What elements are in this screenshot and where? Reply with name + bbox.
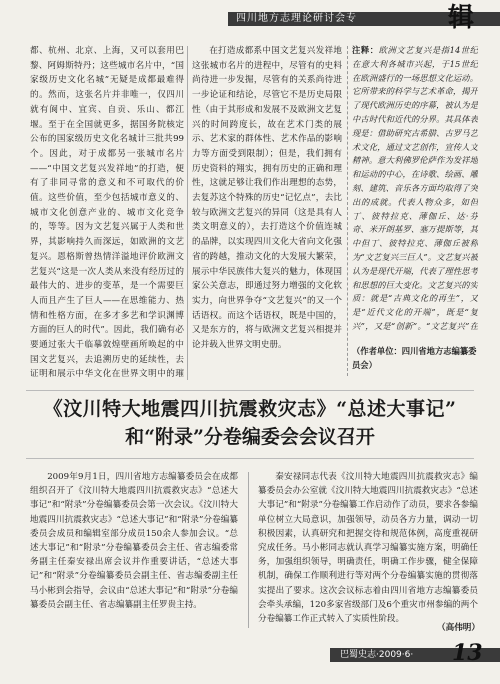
article2-title-line-1: 《汶川特大地震四川抗震救灾志》“总述大事记” [43, 398, 457, 420]
article2-column-2 [258, 470, 478, 630]
article1-paragraph-2: 在打造成都系中国文艺复兴发祥地这张城市名片的进程中，尽管有的史料尚待进一步发掘，尽管有的关系尚待进一步论证和结论，尽管它不是历史局限性（由于其形成和发展不及欧洲文艺复兴的时间跨度长，故在艺术门类的展示、艺术家的群体性、艺术作品的影响力等方面受到限制）；但是，我们拥有历史资料的翔实，拥有历史的正确和理性，这就足够让我们作出理想的态势，去复苏这个特殊的历史“记忆点”，去比较与欧洲文艺复兴的异同（这是具有人类文明意义的），去打造这个价值连城的品牌，以实现四川文化大省向文化强省的跨越，推动文化的大发展大繁荣，展示中华民族伟大复兴的魅力，体现国家公关意志，即通过努力增强的文化软实力，向世界争夺“文艺复兴”的又一个话语权。而这个话语权，既是中国的，又是东方的，将与欧洲文艺复兴相提并论并载入世界文明史册。 [192, 46, 342, 351]
note-label: 注释： [352, 45, 379, 55]
article1-column-2 [192, 44, 342, 382]
article2-column-1 [30, 470, 238, 630]
article2-paragraph-1: 2009年9月1日，四川省地方志编纂委员会在成都组织召开了《汶川特大地震四川抗震救灾志》“总述大事记”和“附录”分卷编纂委员会第一次会议。《汶川特大地震四川抗震救灾志》“总述大事记”和“附录”分卷编纂委员会成员和编辑室部分成员150余人参加会议。“总述大事记”和“附录”分卷编纂委员会主任、省志编委常务副主任秦安禄出席会议并作重要讲话，“总述大事记”和“附录”分卷编纂委员会副主任、省志编委副主任马小彬到会指导，会议由“总述大事记”和“附录”分卷编纂委员会副主任、省志编纂副主任罗贵主持。 [30, 472, 238, 610]
article1-column-1 [30, 44, 184, 382]
note-text: 欧洲文艺复兴是指14世纪在意大利各城市兴起，于15世纪在欧洲盛行的一场思想文化运动。它所带来的科学与艺术革命，揭开了现代欧洲历史的序幕，被认为是中古时代和近代的分界。其具体表现是：借助研究古希腊、古罗马艺术文化，通过文艺创作，宣传人文精神。意大利佛罗伦萨作为发祥地和运动的中心，在诗歌、绘画、雕刻、建筑、音乐各方面均取得了突出的成就。代表人物众多，如但丁、彼特拉克、薄伽丘、达·芬奇、米开朗基罗、塞万提斯等，其中但丁、彼特拉克、薄伽丘被称为“文艺复兴三巨人”。文艺复兴被认为是现代开端，代表了理性思考和思想的巨大变化。文艺复兴的实质：就是“古典文化的再生”，又是“近代文化的开端”，既是“复兴”，又是“创新”。“文艺复兴”在 [352, 45, 478, 331]
article2-signoff: （高伟明） [437, 623, 480, 633]
title-rule-bottom [26, 458, 474, 459]
journal-section-title: 四川地方志理论研讨会专 [236, 13, 357, 24]
title-rule-top [26, 390, 474, 391]
article2-paragraph-2: 秦安禄同志代表《汶川特大地震四川抗震救灾志》编纂委员会办公室就《汶川特大地震四川抗震救灾志》“总述大事记”和“附录”分卷编纂工作启动作了动员，要求各参编单位树立大局意识，加强领导，动员各方力量，调动一切积极因素，认真研究和把握交待和规范体例，高度重视研究成任务。马小彬同志就认真学习编纂实施方案，明确任务，加强组织领导，明确责任，明确工作步骤，健全保障机制，确保工作顺利进行等对两个分卷编纂实施的贯彻落实提出了要求。这次会议标志着由四川省地方志编纂委员会牵头承编，120多家省级部门及6个重灾市州参编的两个分卷编纂工作正式转入了实质性阶段。 [258, 472, 478, 625]
article2-title-line-2: 和“附录”分卷编委会会议召开 [125, 426, 375, 448]
column-divider [187, 46, 188, 380]
journal-section-title-char: 辑 [448, 3, 475, 33]
notes-column [352, 44, 478, 332]
column-divider-2 [248, 472, 249, 628]
page-header [0, 0, 500, 40]
footer-journal: 巴蜀史志·2009·6· [340, 650, 414, 660]
author-affiliation: （作者单位：四川省地方志编纂委员会） [352, 346, 477, 370]
notes-divider [347, 46, 348, 376]
page-number: 13 [452, 640, 483, 666]
article1-paragraph-1: 都、杭州、北京、上海，又可以套用巴黎、阿姆斯特丹；这些城市名片中，“国家级历史文化名城”无疑是成都最难得的。然而，这张名片并非唯一，仅四川就有阆中、宜宾、自贡、乐山、都江堰。至于在全国就更多，据国务院核定公布的国家级历史文化名城计三批共99个。因此，对于成都另一张城市名片——“中国文艺复兴发祥地”的打造，便有了非同寻常的意义和不可取代的价值。这些价值，至少包括城市意义的、城市文化创意产业的、城市文化竞争的，等等。因为文艺复兴属于人类和世界，其影响持久而深远，如欧洲的文艺复兴。恩格斯曾热情洋溢地评价欧洲文艺复兴“这是一次人类从来没有经历过的最伟大的、进步的变革，是一个需要巨人而且产生了巨人——在思维能力、热情和性格方面，在多才多艺和学识渊博方面的巨人的时代”。因此，我们确有必要通过张大千临摹敦煌壁画所唤起的中国文艺复兴，去追溯历史的延续性，去证明和展示中华文化在世界文明中的璀 [30, 46, 184, 380]
